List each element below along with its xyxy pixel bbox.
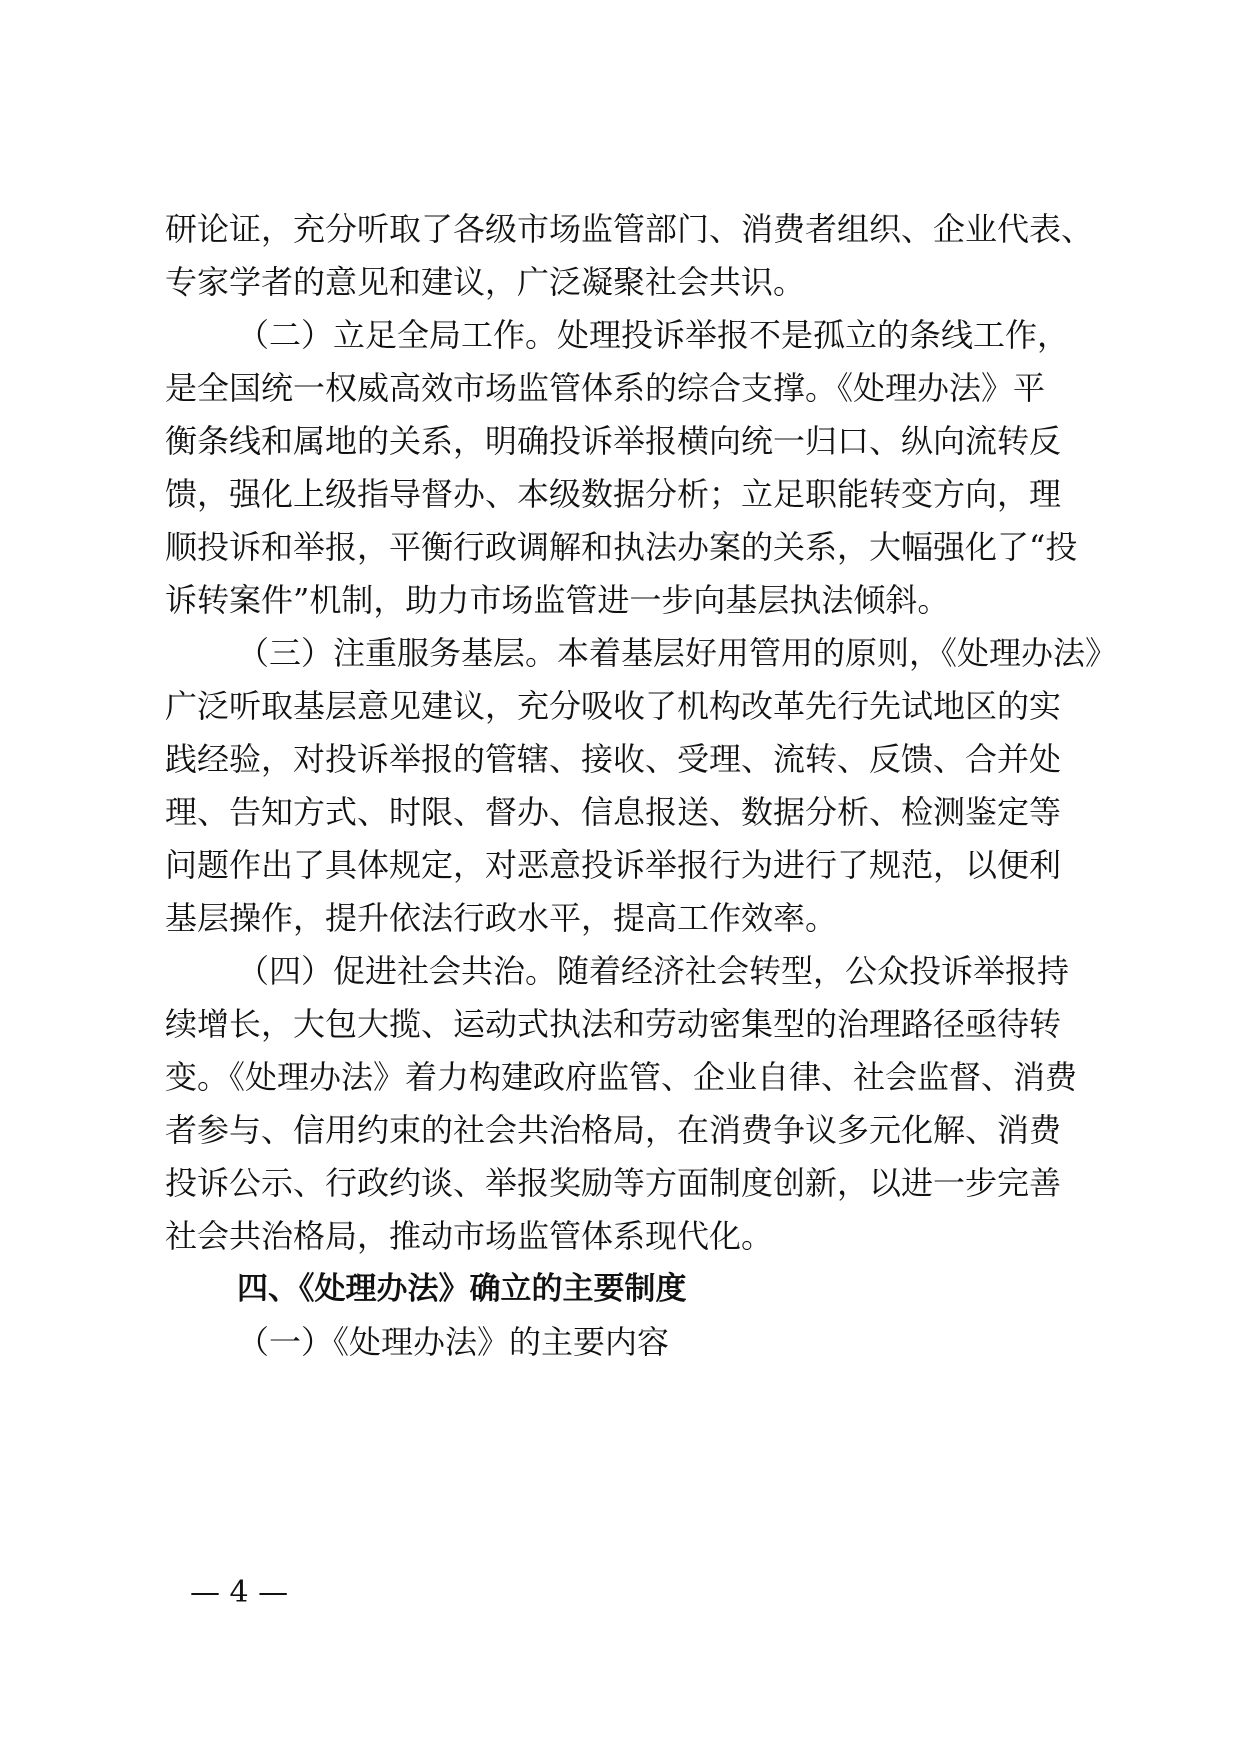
paragraph-line: 衡条线和属地的关系，明确投诉举报横向统一归口、纵向流转反 xyxy=(165,422,1062,460)
paragraph-line: 研论证，充分听取了各级市场监管部门、消费者组织、企业代表、 xyxy=(165,210,1094,248)
paragraph-line: 投诉公示、行政约谈、举报奖励等方面制度创新，以进一步完善 xyxy=(165,1164,1062,1202)
paragraph-line: 广泛听取基层意见建议，充分吸收了机构改革先行先试地区的实 xyxy=(165,687,1062,725)
paragraph-line: 者参与、信用约束的社会共治格局，在消费争议多元化解、消费 xyxy=(165,1111,1062,1149)
section-3-title-line: （三）注重服务基层。本着基层好用管用的原则，《处理办法》 xyxy=(237,634,1118,672)
paragraph-line: 变。《处理办法》着力构建政府监管、企业自律、社会监督、消费 xyxy=(165,1058,1078,1096)
section-4-title-line: （四）促进社会共治。随着经济社会转型，公众投诉举报持 xyxy=(237,952,1070,990)
section-2-title-line: （二）立足全局工作。处理投诉举报不是孤立的条线工作， xyxy=(237,316,1070,354)
paragraph-line: 续增长，大包大揽、运动式执法和劳动密集型的治理路径亟待转 xyxy=(165,1005,1062,1043)
paragraph-line: 践经验，对投诉举报的管辖、接收、受理、流转、反馈、合并处 xyxy=(165,740,1062,778)
paragraph-line: 理、告知方式、时限、督办、信息报送、数据分析、检测鉴定等 xyxy=(165,793,1062,831)
paragraph-line: 问题作出了具体规定，对恶意投诉举报行为进行了规范，以便利 xyxy=(165,846,1062,884)
paragraph-line: 社会共治格局，推动市场监管体系现代化。 xyxy=(165,1217,774,1255)
paragraph-line: 基层操作，提升依法行政水平，提高工作效率。 xyxy=(165,899,838,937)
paragraph-line: 馈，强化上级指导督办、本级数据分析；立足职能转变方向，理 xyxy=(165,475,1062,513)
subsection-heading: （一）《处理办法》的主要内容 xyxy=(237,1323,670,1361)
page-number: — 4 — xyxy=(190,1575,289,1610)
paragraph-line: 专家学者的意见和建议，广泛凝聚社会共识。 xyxy=(165,263,806,301)
paragraph-line: 顺投诉和举报，平衡行政调解和执法办案的关系，大幅强化了“投 xyxy=(165,528,1078,566)
paragraph-line: 是全国统一权威高效市场监管体系的综合支撑。《处理办法》平 xyxy=(165,369,1046,407)
paragraph-line: 诉转案件”机制，助力市场监管进一步向基层执法倾斜。 xyxy=(165,581,950,619)
chapter-heading: 四、《处理办法》确立的主要制度 xyxy=(237,1271,687,1307)
